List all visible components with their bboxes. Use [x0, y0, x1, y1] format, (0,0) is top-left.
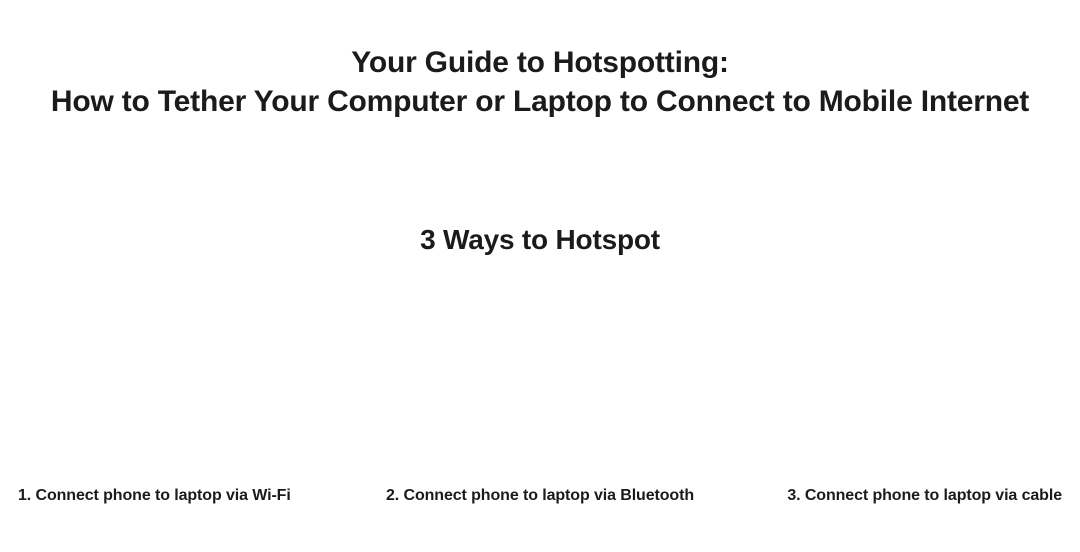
methods-row: [0, 487, 1080, 505]
method-item-bluetooth: 2. Connect phone to laptop via Bluetooth: [386, 487, 694, 504]
method-item-wifi: 1. Connect phone to laptop via Wi-Fi: [18, 487, 291, 504]
title-line-primary: Your Guide to Hotspotting:: [351, 46, 729, 79]
method-item-cable: 3. Connect phone to laptop via cable: [787, 487, 1062, 504]
title-line-secondary: How to Tether Your Computer or Laptop to Connect to Mobile Internet: [50, 85, 1030, 118]
section-heading: 3 Ways to Hotspot: [420, 224, 660, 255]
page-title: [0, 44, 1080, 122]
illustration-area: [0, 290, 1080, 470]
